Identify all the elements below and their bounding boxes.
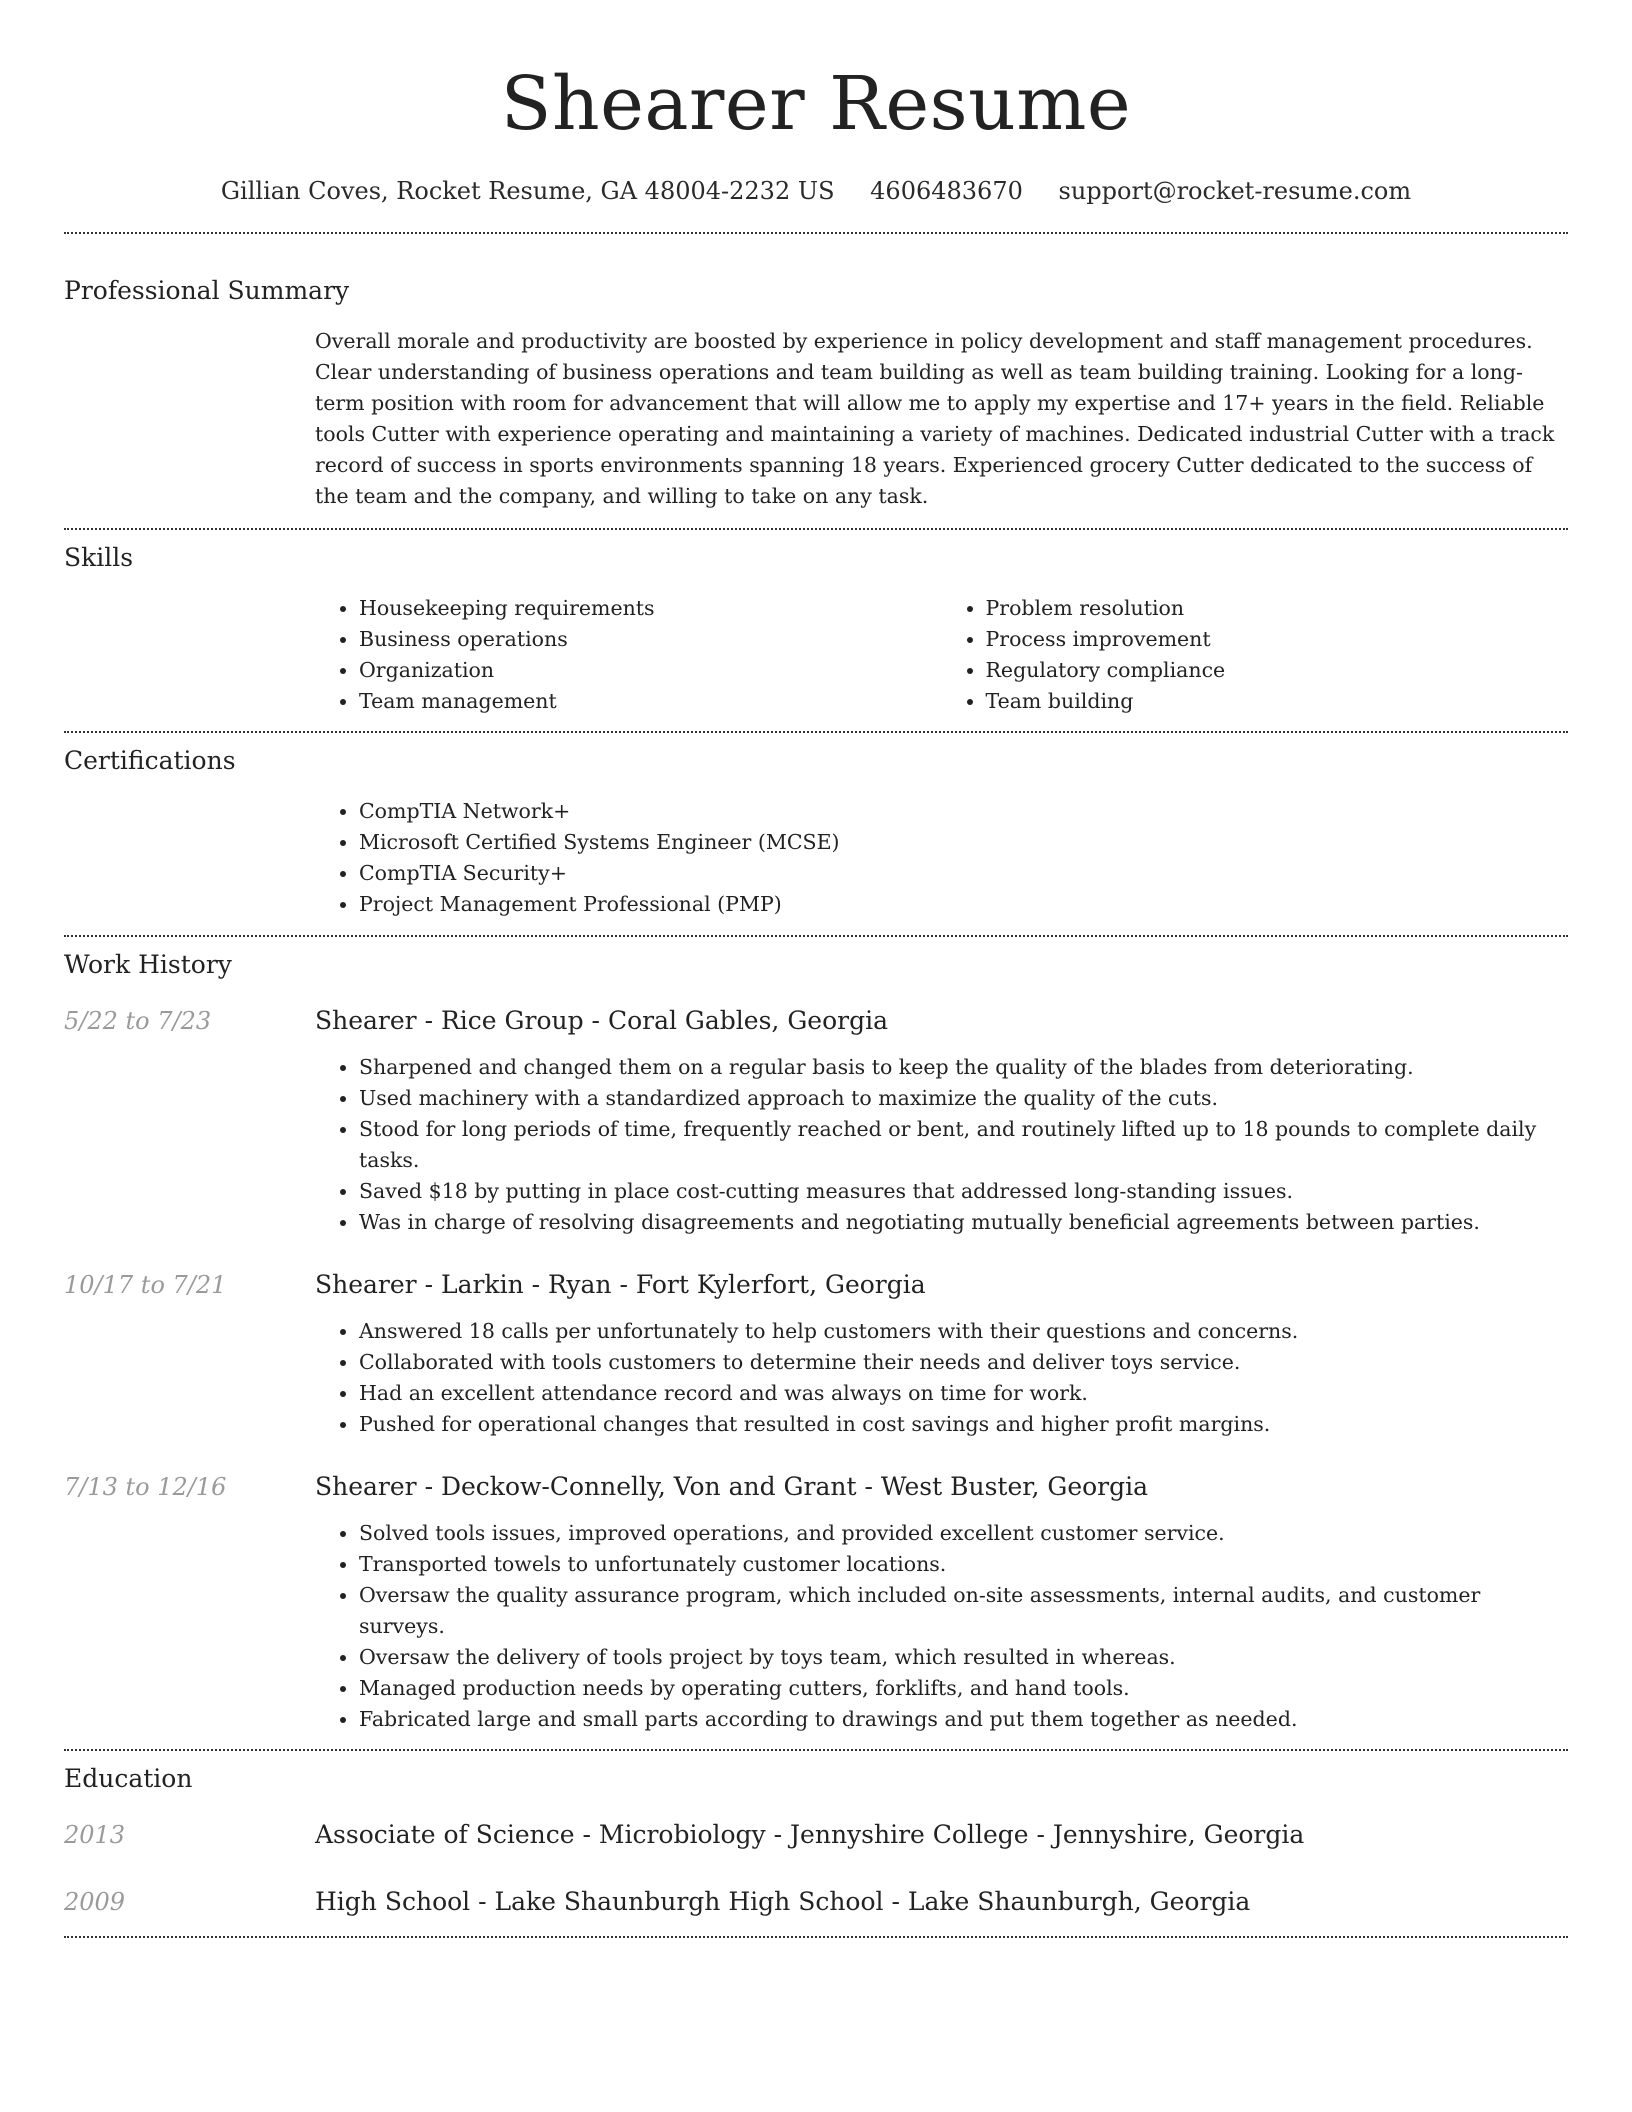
contact-address: Gillian Coves, Rocket Resume, GA 48004-2232 US [220, 177, 835, 205]
section-title-skills: Skills [64, 543, 134, 572]
list-item: • Regulatory compliance [986, 655, 1569, 686]
list-item: • Stood for long periods of time, frequently reached or bent, and routinely lifted up to 18 pounds to complete daily tasks. [359, 1114, 1568, 1176]
summary-body [315, 326, 1568, 512]
list-item: • Answered 18 calls per unfortunately to help customers with their questions and concerns. [359, 1316, 1568, 1347]
job-details [315, 1316, 1568, 1440]
section-title-certifications: Certifications [64, 746, 236, 775]
list-item: • Saved $18 by putting in place cost-cutting measures that addressed long-standing issues. [359, 1176, 1568, 1207]
summary-section [64, 274, 1568, 512]
divider [64, 528, 1568, 530]
list-item: • Fabricated large and small parts according to drawings and put them together as needed. [359, 1704, 1568, 1735]
certifications-body [315, 796, 1568, 920]
divider [64, 731, 1568, 733]
contact-phone: 4606483670 [870, 177, 1023, 205]
skills-list-right [942, 593, 1569, 717]
list-item: • Team management [359, 686, 942, 717]
list-item: • Sharpened and changed them on a regular basis to keep the quality of the blades from deteriorating. [359, 1052, 1568, 1083]
job-bullets [315, 1518, 1568, 1735]
education-year: 2013 [64, 1821, 126, 1849]
job-dates: 5/22 to 7/23 [64, 1007, 212, 1035]
list-item: • Used machinery with a standardized approach to maximize the quality of the cuts. [359, 1083, 1568, 1114]
divider [64, 1749, 1568, 1751]
list-item: • Transported towels to unfortunately customer locations. [359, 1549, 1568, 1580]
list-item: • Oversaw the quality assurance program, which included on-site assessments, internal audits, and customer surveys. [359, 1580, 1568, 1642]
list-item: • Solved tools issues, improved operations, and provided excellent customer service. [359, 1518, 1568, 1549]
education-entry [64, 1885, 1568, 1919]
resume-title: Shearer Resume [500, 61, 1132, 147]
list-item: • Organization [359, 655, 942, 686]
job-bullets [315, 1316, 1568, 1440]
job-details [315, 1518, 1568, 1735]
list-item: • Collaborated with tools customers to determine their needs and deliver toys service. [359, 1347, 1568, 1378]
education-section [64, 1762, 1568, 1919]
list-item: • Microsoft Certified Systems Engineer (MCSE) [359, 827, 1568, 858]
work-section [64, 948, 1568, 1735]
job-dates: 7/13 to 12/16 [64, 1473, 227, 1501]
education-heading: High School - Lake Shaunburgh High School - Lake Shaunburgh, Georgia [315, 1887, 1251, 1916]
list-item: • Housekeeping requirements [359, 593, 942, 624]
section-title-summary: Professional Summary [64, 276, 350, 305]
job-heading: Shearer - Rice Group - Coral Gables, Georgia [315, 1006, 888, 1035]
divider [64, 935, 1568, 937]
section-title-work: Work History [64, 950, 232, 979]
resume-page [64, 0, 1568, 1938]
job-header [64, 1470, 1568, 1504]
job-entry [64, 1470, 1568, 1735]
job-header [64, 1268, 1568, 1302]
list-item: • CompTIA Security+ [359, 858, 1568, 889]
job-bullets [315, 1052, 1568, 1238]
list-item: • Had an excellent attendance record and was always on time for work. [359, 1378, 1568, 1409]
section-title-education: Education [64, 1764, 193, 1793]
list-item: • Pushed for operational changes that resulted in cost savings and higher profit margins. [359, 1409, 1568, 1440]
certifications-list [315, 796, 1568, 920]
skills-grid [315, 593, 1568, 717]
list-item: • Was in charge of resolving disagreements and negotiating mutually beneficial agreements between parties. [359, 1207, 1568, 1238]
list-item: • Team building [986, 686, 1569, 717]
summary-text: Overall morale and productivity are boosted by experience in policy development and staff management procedures. Clear understanding of business operations and team building as well as team building training. Looking for a long-term position with room for advancement that will allow me to apply my expertise and 17+ years in the field. Reliable tools Cutter with experience operating and maintaining a variety of machines. Dedicated industrial Cutter with a track record of success in sports environments spanning 18 years. Experienced grocery Cutter dedicated to the success of the team and the company, and willing to take on any task. [315, 329, 1555, 508]
contact-line [64, 174, 1568, 208]
list-item: • Business operations [359, 624, 942, 655]
education-heading: Associate of Science - Microbiology - Jennyshire College - Jennyshire, Georgia [315, 1820, 1305, 1849]
contact-email: support@rocket-resume.com [1058, 177, 1412, 205]
list-item: • Problem resolution [986, 593, 1569, 624]
list-item: • Project Management Professional (PMP) [359, 889, 1568, 920]
education-year: 2009 [64, 1888, 126, 1916]
job-dates: 10/17 to 7/21 [64, 1271, 227, 1299]
skills-list-left [315, 593, 942, 717]
list-item: • Oversaw the delivery of tools project by toys team, which resulted in whereas. [359, 1642, 1568, 1673]
job-entry [64, 1004, 1568, 1238]
list-item: • CompTIA Network+ [359, 796, 1568, 827]
job-entry [64, 1268, 1568, 1440]
education-entry [64, 1818, 1568, 1852]
list-item: • Managed production needs by operating cutters, forklifts, and hand tools. [359, 1673, 1568, 1704]
job-details [315, 1052, 1568, 1238]
divider [64, 232, 1568, 234]
certifications-section [64, 744, 1568, 920]
job-header [64, 1004, 1568, 1038]
skills-section [64, 541, 1568, 717]
job-heading: Shearer - Larkin - Ryan - Fort Kylerfort, Georgia [315, 1270, 926, 1299]
job-heading: Shearer - Deckow-Connelly, Von and Grant - West Buster, Georgia [315, 1472, 1149, 1501]
list-item: • Process improvement [986, 624, 1569, 655]
divider [64, 1936, 1568, 1938]
